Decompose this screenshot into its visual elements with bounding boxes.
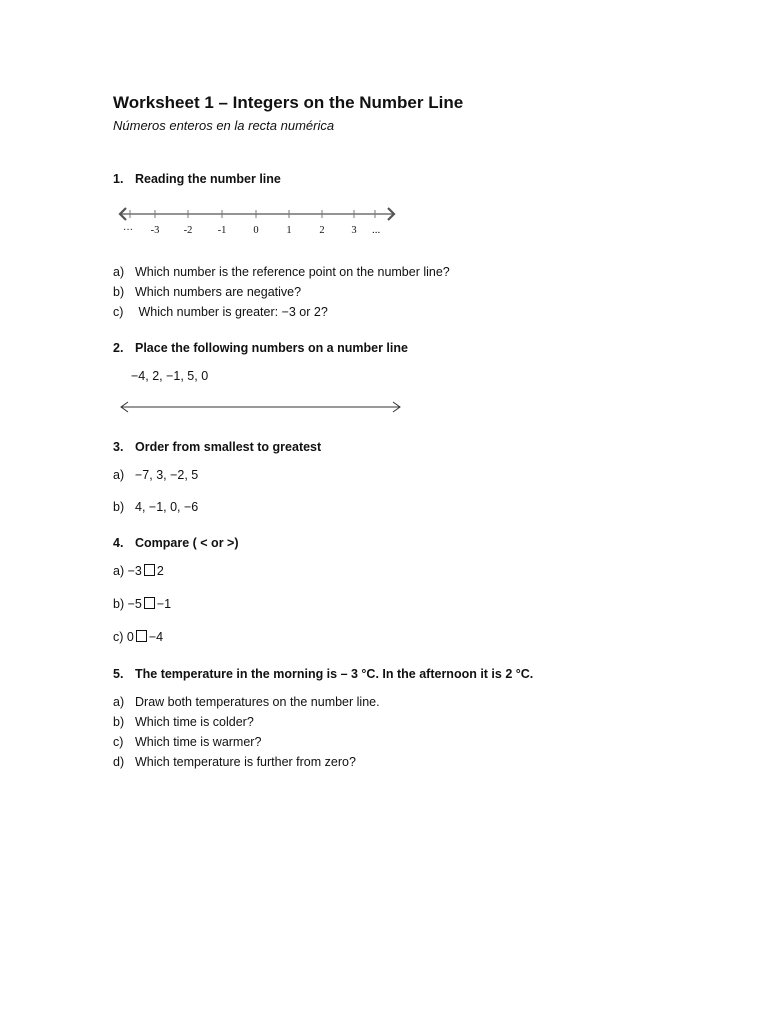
question-5-number: 5. — [113, 667, 124, 681]
answer-box[interactable] — [144, 564, 155, 576]
right-ellipsis: ... — [372, 224, 381, 236]
tick-label: -3 — [150, 225, 160, 236]
tick-label: -1 — [217, 225, 227, 236]
question-3-number: 3. — [113, 440, 124, 454]
worksheet-page — [113, 0, 673, 1024]
question-2-number: 2. — [113, 341, 124, 355]
question-4-text: Compare ( < or >) — [135, 536, 239, 550]
question-3-text: Order from smallest to greatest — [135, 440, 322, 454]
numbers-to-place: −4, 2, −1, 5, 0 — [131, 369, 209, 383]
comparison-item: a) −3 2 — [113, 564, 164, 578]
blank-number-line — [113, 397, 413, 417]
left-ellipsis: ··· — [123, 225, 133, 236]
reference-number-line — [113, 200, 413, 240]
answer-box[interactable] — [144, 597, 155, 609]
tick-label: 1 — [286, 225, 292, 236]
page-title: Worksheet 1 – Integers on the Number Line — [113, 93, 464, 112]
tick-label: -2 — [183, 225, 193, 236]
tick-label: 3 — [351, 225, 357, 236]
list-item: d) Which temperature is further from zero? — [113, 755, 356, 769]
list-item: c) Which number is greater: −3 or 2? — [113, 305, 328, 319]
question-1-number: 1. — [113, 172, 124, 186]
tick-label: 2 — [319, 225, 325, 236]
question-2-text: Place the following numbers on a number line — [135, 341, 408, 355]
question-2-heading — [113, 341, 408, 355]
list-item: b) Which numbers are negative? — [113, 285, 302, 299]
comparison-item: c) 0 −4 — [113, 630, 164, 644]
question-5-text: The temperature in the morning is – 3 °C. In the afternoon it is 2 °C. — [135, 667, 534, 681]
question-4-number: 4. — [113, 536, 124, 550]
question-1-heading — [113, 172, 281, 186]
question-4-heading — [113, 536, 239, 550]
list-item: c) Which time is warmer? — [113, 735, 262, 749]
comparison-item: b) −5 −1 — [113, 597, 172, 611]
question-5-heading — [113, 667, 533, 681]
list-item: b) 4, −1, 0, −6 — [113, 500, 199, 514]
list-item: b) Which time is colder? — [113, 715, 254, 729]
page-subtitle: Números enteros en la recta numérica — [113, 118, 335, 133]
question-1-text: Reading the number line — [135, 172, 281, 186]
list-item: a) −7, 3, −2, 5 — [113, 468, 199, 482]
question-3-heading — [113, 440, 321, 454]
tick-label: 0 — [253, 225, 259, 236]
list-item: a) Draw both temperatures on the number line. — [113, 695, 380, 709]
list-item: a) Which number is the reference point on the number line? — [113, 265, 450, 279]
answer-box[interactable] — [136, 630, 147, 642]
